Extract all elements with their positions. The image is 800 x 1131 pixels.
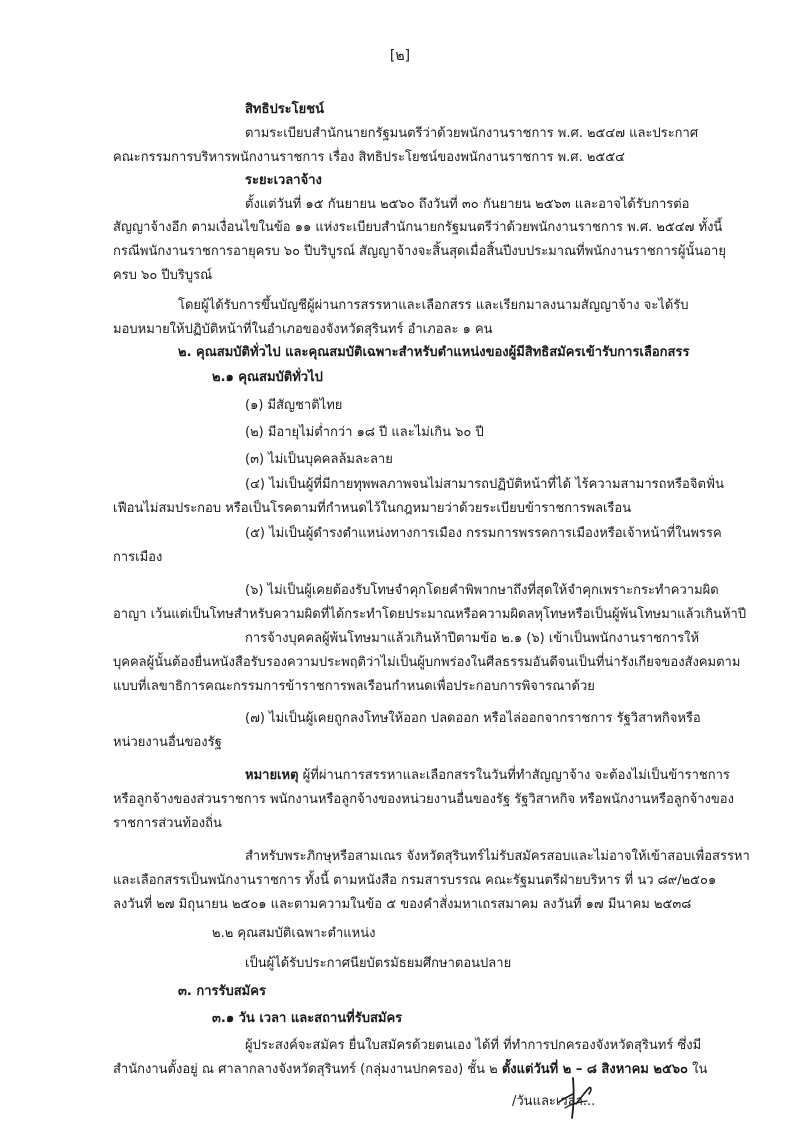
monk-paragraph-line: และเลือกสรรเป็นพนักงานราชการ ทั้งนี้ ตามหนังสือ กรมสารบรรณ คณะรัฐมนตรีฝ่ายบริหาร ที่ นว ๘๙/๒๕๐๑ (113, 873, 717, 888)
application-dates: ตั้งแต่วันที่ ๒ – ๘ สิงหาคม ๒๕๖๐ (501, 1062, 688, 1077)
qualification-item-continued: การจ้างบุคคลผู้พ้นโทษมาแล้วเกินห้าปีตามข้อ ๒.๑ (๖) เข้าเป็นพนักงานราชการให้ (245, 631, 700, 646)
note-line: หรือลูกจ้างของส่วนราชการ พนักงานหรือลูกจ้างของหน่วยงานอื่นของรัฐ รัฐวิสาหกิจ หรือพนักงานหรือลูกจ้างของ (113, 792, 734, 807)
period-heading: ระยะเวลาจ้าง (245, 173, 322, 188)
note-line: ราชการส่วนท้องถิ่น (113, 816, 222, 831)
application-paragraph-line (113, 1061, 707, 1079)
benefits-heading: สิทธิประโยชน์ (245, 102, 324, 117)
period-paragraph-line: ตั้งแต่วันที่ ๑๕ กันยายน ๒๕๖๐ ถึงวันที่ ๓๐ กันยายน ๒๕๖๓ และอาจได้รับการต่อ (245, 197, 690, 212)
qualification-item: (๔) ไม่เป็นผู้ที่มีกายทุพพลภาพจนไม่สามารถปฏิบัติหน้าที่ได้ ไร้ความสามารถหรือจิตฟั่น (245, 477, 724, 492)
specific-qualifications-text: เป็นผู้ได้รับประกาศนียบัตรมัธยมศึกษาตอนปลาย (245, 956, 512, 971)
benefits-paragraph-line: ตามระเบียบสำนักนายกรัฐมนตรีว่าด้วยพนักงานราชการ พ.ศ. ๒๕๔๗ และประกาศ (245, 126, 699, 141)
note-text: ผู้ที่ผ่านการสรรหาและเลือกสรรในวันที่ทำสัญญาจ้าง จะต้องไม่เป็นข้าราชการ (302, 768, 730, 783)
qualification-item: (๖) ไม่เป็นผู้เคยต้องรับโทษจำคุกโดยคำพิพากษาถึงที่สุดให้จำคุกเพราะกระทำความผิด (245, 583, 719, 598)
qualification-item: (๑) มีสัญชาติไทย (245, 398, 343, 413)
qualification-item-continued: อาญา เว้นแต่เป็นโทษสำหรับความผิดที่ได้กระทำโดยประมาณหรือความผิดลหุโทษหรือเป็นผู้พ้นโทษมาแล้วเกินห้าปี (113, 607, 747, 622)
qualification-item: (๒) มีอายุไม่ต่ำกว่า ๑๘ ปี และไม่เกิน ๖๐ ปี (245, 425, 484, 440)
qualification-item: (๕) ไม่เป็นผู้ดำรงตำแหน่งทางการเมือง กรรมการพรรคการเมืองหรือเจ้าหน้าที่ในพรรค (245, 526, 722, 541)
monk-paragraph-line: ลงวันที่ ๒๗ มิถุนายน ๒๕๐๑ และตามความในข้อ ๕ ของคำสั่งมหาเถรสมาคม ลงวันที่ ๑๗ มีนาคม ๒๕๓๘ (113, 897, 692, 912)
application-subheading: ๓.๑ วัน เวลา และสถานที่รับสมัคร (212, 1011, 403, 1026)
qualification-item: (๗) ไม่เป็นผู้เคยถูกลงโทษให้ออก ปลดออก หรือไล่ออกจากราชการ รัฐวิสาหกิจหรือ (245, 711, 701, 726)
application-paragraph-line: ผู้ประสงค์จะสมัคร ยื่นใบสมัครด้วยตนเอง ได้ที่ ที่ทำการปกครองจังหวัดสุรินทร์ ซึ่งมี (245, 1038, 702, 1053)
qualification-item: (๓) ไม่เป็นบุคคลล้มละลาย (245, 452, 393, 467)
period-paragraph-line: ครบ ๖๐ ปีบริบูรณ์ (113, 268, 213, 283)
period-paragraph-line: กรณีพนักงานราชการอายุครบ ๖๐ ปีบริบูรณ์ สัญญาจ้างจะสิ้นสุดเมื่อสิ้นปีงบประมาณที่พนักงานราชการผู้นั้นอายุ (113, 244, 726, 259)
monk-paragraph-line: สำหรับพระภิกษุหรือสามเณร จังหวัดสุรินทร์ไม่รับสมัครสอบและไม่อาจให้เข้าสอบเพื่อสรรหา (245, 849, 750, 864)
application-continuation: ใน (687, 1062, 708, 1077)
assignment-paragraph-line: โดยผู้ได้รับการขึ้นบัญชีผู้ผ่านการสรรหาและเลือกสรร และเรียกมาลงนามสัญญาจ้าง จะได้รับ (178, 298, 689, 313)
application-heading: ๓. การรับสมัคร (178, 984, 266, 999)
note-line (245, 767, 730, 785)
qualification-item-continued: บุคคลผู้นั้นต้องยื่นหนังสือรับรองความประพฤติว่าไม่เป็นผู้บกพร่องในศีลธรรมอันดีจนเป็นที่น่ารังเกียจของสังคมตาม (113, 655, 741, 670)
application-location: สำนักงานตั้งอยู่ ณ ศาลากลางจังหวัดสุรินทร์ (กลุ่มงานปกครอง) ชั้น ๒ (113, 1062, 502, 1077)
specific-qualifications-heading: ๒.๒ คุณสมบัติเฉพาะตำแหน่ง (212, 926, 376, 941)
assignment-paragraph-line: มอบหมายให้ปฏิบัติหน้าที่ในอำเภอของจังหวัดสุรินทร์ อำเภอละ ๑ คน (113, 322, 493, 337)
qualification-item-continued: แบบที่เลขาธิการคณะกรรมการข้าราชการพลเรือนกำหนดเพื่อประกอบการพิจารณาด้วย (113, 679, 595, 694)
qualification-item-continued: การเมือง (113, 550, 163, 565)
note-label: หมายเหตุ (245, 768, 299, 783)
general-qualifications-heading: ๒.๑ คุณสมบัติทั่วไป (212, 370, 323, 385)
qualification-item-continued: เฟือนไม่สมประกอบ หรือเป็นโรคตามที่กำหนดไว้ในกฎหมายว่าด้วยระเบียบข้าราชการพลเรือน (113, 501, 632, 516)
continued-marker: /วันและเวลา... (512, 1094, 596, 1109)
signature-icon (555, 1068, 595, 1120)
qualification-item-continued: หน่วยงานอื่นของรัฐ (113, 735, 222, 750)
page-number: [๒] (389, 48, 411, 64)
qualifications-heading: ๒. คุณสมบัติทั่วไป และคุณสมบัติเฉพาะสำหรับตำแหน่งของผู้มีสิทธิสมัครเข้ารับการเลือกสรร (178, 345, 690, 360)
benefits-paragraph-line: คณะกรรมการบริหารพนักงานราชการ เรื่อง สิทธิประโยชน์ของพนักงานราชการ พ.ศ. ๒๕๕๔ (113, 150, 625, 165)
period-paragraph-line: สัญญาจ้างอีก ตามเงื่อนไขในข้อ ๑๑ แห่งระเบียบสำนักนายกรัฐมนตรีว่าด้วยพนักงานราชการ พ.ศ. ๒๕๔๗ ทั้งนี้ (113, 220, 723, 235)
